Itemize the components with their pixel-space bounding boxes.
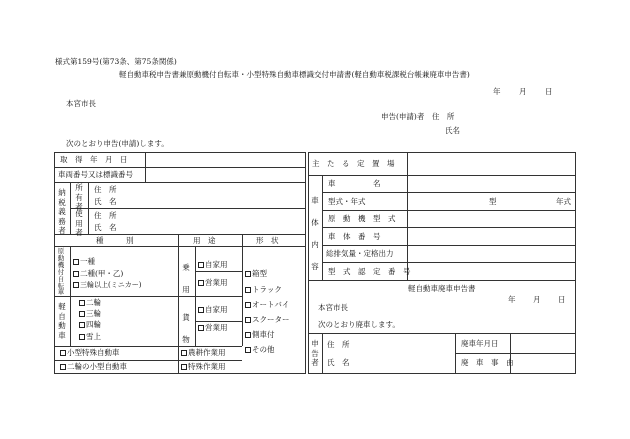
light-item-2[interactable]: 三輪 xyxy=(79,310,101,318)
disposal-title: 軽自動車廃車申告書 xyxy=(408,284,476,293)
owner-address-label: 住 所 xyxy=(94,185,117,194)
type-label: 型 xyxy=(489,197,497,206)
taxpayer-label: 納税義務者 xyxy=(58,188,66,235)
checkbox[interactable] xyxy=(245,271,251,277)
model-year-label: 型式・年式 xyxy=(328,197,366,206)
vehicle-name-label: 車 名 xyxy=(328,179,381,188)
declarant-address-label: 住 所 xyxy=(327,340,350,349)
declarant-name-label: 氏 名 xyxy=(327,358,350,367)
disposal-month: 月 xyxy=(533,295,541,304)
passenger-private[interactable]: 自家用 xyxy=(198,261,228,269)
light-item-1[interactable]: 二輪 xyxy=(79,299,101,307)
form-number: 様式第159号(第73条、第75条関係) xyxy=(55,57,177,66)
use-header: 用 途 xyxy=(193,236,216,245)
disposal-reason-label: 廃 車 事 由 xyxy=(461,358,514,367)
checkbox[interactable] xyxy=(181,350,187,356)
addressee: 本宮市長 xyxy=(66,99,96,108)
storage-place-field[interactable] xyxy=(408,153,575,174)
kind-header: 種 別 xyxy=(96,236,134,245)
passenger-label: 乗用 xyxy=(182,263,190,294)
checkbox[interactable] xyxy=(198,307,204,313)
farm-work-use[interactable]: 農耕作業用 xyxy=(181,349,226,357)
user-address-label: 住 所 xyxy=(94,211,117,220)
vehicle-content-label: 車体内容 xyxy=(311,196,319,271)
form-title: 軽自動車税申告書兼原動機付自転車・小型特殊自動車標識交付申請書(軽自動車税課税台帳兼廃車申告書) xyxy=(119,70,470,79)
disposal-date-field[interactable] xyxy=(511,334,575,352)
checkbox[interactable] xyxy=(181,364,187,370)
header-day: 日 xyxy=(545,87,553,96)
light-item-3[interactable]: 四輪 xyxy=(79,321,101,329)
header-month: 月 xyxy=(519,87,527,96)
checkbox[interactable] xyxy=(245,302,251,308)
disposal-day: 日 xyxy=(558,295,566,304)
moped-item-1[interactable]: 一種 xyxy=(73,258,95,266)
acquisition-date-field[interactable] xyxy=(146,153,305,166)
applicant-name-label: 氏名 xyxy=(445,126,460,135)
shape-other[interactable]: その他 xyxy=(245,346,275,354)
plate-number-field[interactable] xyxy=(146,168,305,181)
checkbox[interactable] xyxy=(60,364,66,370)
cargo-label: 貨物 xyxy=(182,313,190,344)
light-vehicle-label: 軽自動車 xyxy=(58,302,66,340)
owner-name-label: 氏 名 xyxy=(94,197,117,206)
owner-label: 所有者 xyxy=(75,183,83,211)
checkbox[interactable] xyxy=(198,325,204,331)
moped-item-3[interactable]: 三輪以上(ミニカー) xyxy=(73,282,141,289)
disposal-addressee: 本宮市長 xyxy=(318,303,348,312)
checkbox[interactable] xyxy=(73,259,79,265)
user-label: 使用者 xyxy=(75,209,83,237)
shape-box[interactable]: 箱型 xyxy=(245,270,267,278)
checkbox[interactable] xyxy=(79,300,85,306)
small-special-vehicle[interactable]: 小型特殊自動車 xyxy=(60,349,120,357)
checkbox[interactable] xyxy=(245,347,251,353)
disposal-date-label: 廃車年月日 xyxy=(461,339,499,348)
checkbox[interactable] xyxy=(60,350,66,356)
checkbox[interactable] xyxy=(79,311,85,317)
moped-label: 原動機付自転車 xyxy=(57,247,65,297)
year-label: 年式 xyxy=(556,197,571,206)
checkbox[interactable] xyxy=(79,334,85,340)
checkbox[interactable] xyxy=(198,262,204,268)
checkbox[interactable] xyxy=(245,287,251,293)
cargo-commercial[interactable]: 営業用 xyxy=(198,324,228,332)
shape-truck[interactable]: トラック xyxy=(245,286,282,294)
cargo-private[interactable]: 自家用 xyxy=(198,306,228,314)
checkbox[interactable] xyxy=(73,282,79,288)
checkbox[interactable] xyxy=(198,280,204,286)
intro-text: 次のとおり申告(申請)します。 xyxy=(66,139,169,148)
checkbox[interactable] xyxy=(73,271,79,277)
special-work-use[interactable]: 特殊作業用 xyxy=(181,363,226,371)
displacement-label: 総排気量・定格出力 xyxy=(326,249,394,258)
shape-sidecar[interactable]: 側車付 xyxy=(245,331,275,339)
acquisition-date-label: 取 得 年 月 日 xyxy=(60,155,128,164)
storage-place-label: 主 た る 定 置 場 xyxy=(312,159,395,168)
plate-number-label: 車両番号又は標識番号 xyxy=(58,170,133,179)
shape-motorcycle[interactable]: オートバイ xyxy=(245,301,289,309)
applicant-address-label: 申告(申請)者 住 所 xyxy=(381,112,455,121)
disposal-year: 年 xyxy=(508,295,516,304)
user-name-label: 氏 名 xyxy=(94,223,117,232)
light-item-4[interactable]: 雪上 xyxy=(79,333,101,341)
checkbox[interactable] xyxy=(79,322,85,328)
shape-scooter[interactable]: スクーター xyxy=(245,316,290,324)
passenger-commercial[interactable]: 営業用 xyxy=(198,279,228,287)
moped-item-2[interactable]: 二種(甲・乙) xyxy=(73,270,123,278)
body-number-label: 車 体 番 号 xyxy=(328,232,381,241)
engine-model-label: 原 動 機 型 式 xyxy=(328,214,396,223)
two-wheel-small-vehicle[interactable]: 二輪の小型自動車 xyxy=(60,363,127,371)
type-approval-label: 型 式 認 定 番 号 xyxy=(328,267,411,276)
shape-header: 形 状 xyxy=(256,236,279,245)
declarant-label: 申告者 xyxy=(311,339,319,367)
checkbox[interactable] xyxy=(245,317,251,323)
header-year: 年 xyxy=(493,87,501,96)
checkbox[interactable] xyxy=(245,332,251,338)
disposal-intro: 次のとおり廃車します。 xyxy=(318,320,400,329)
disposal-reason-field[interactable] xyxy=(511,354,575,373)
